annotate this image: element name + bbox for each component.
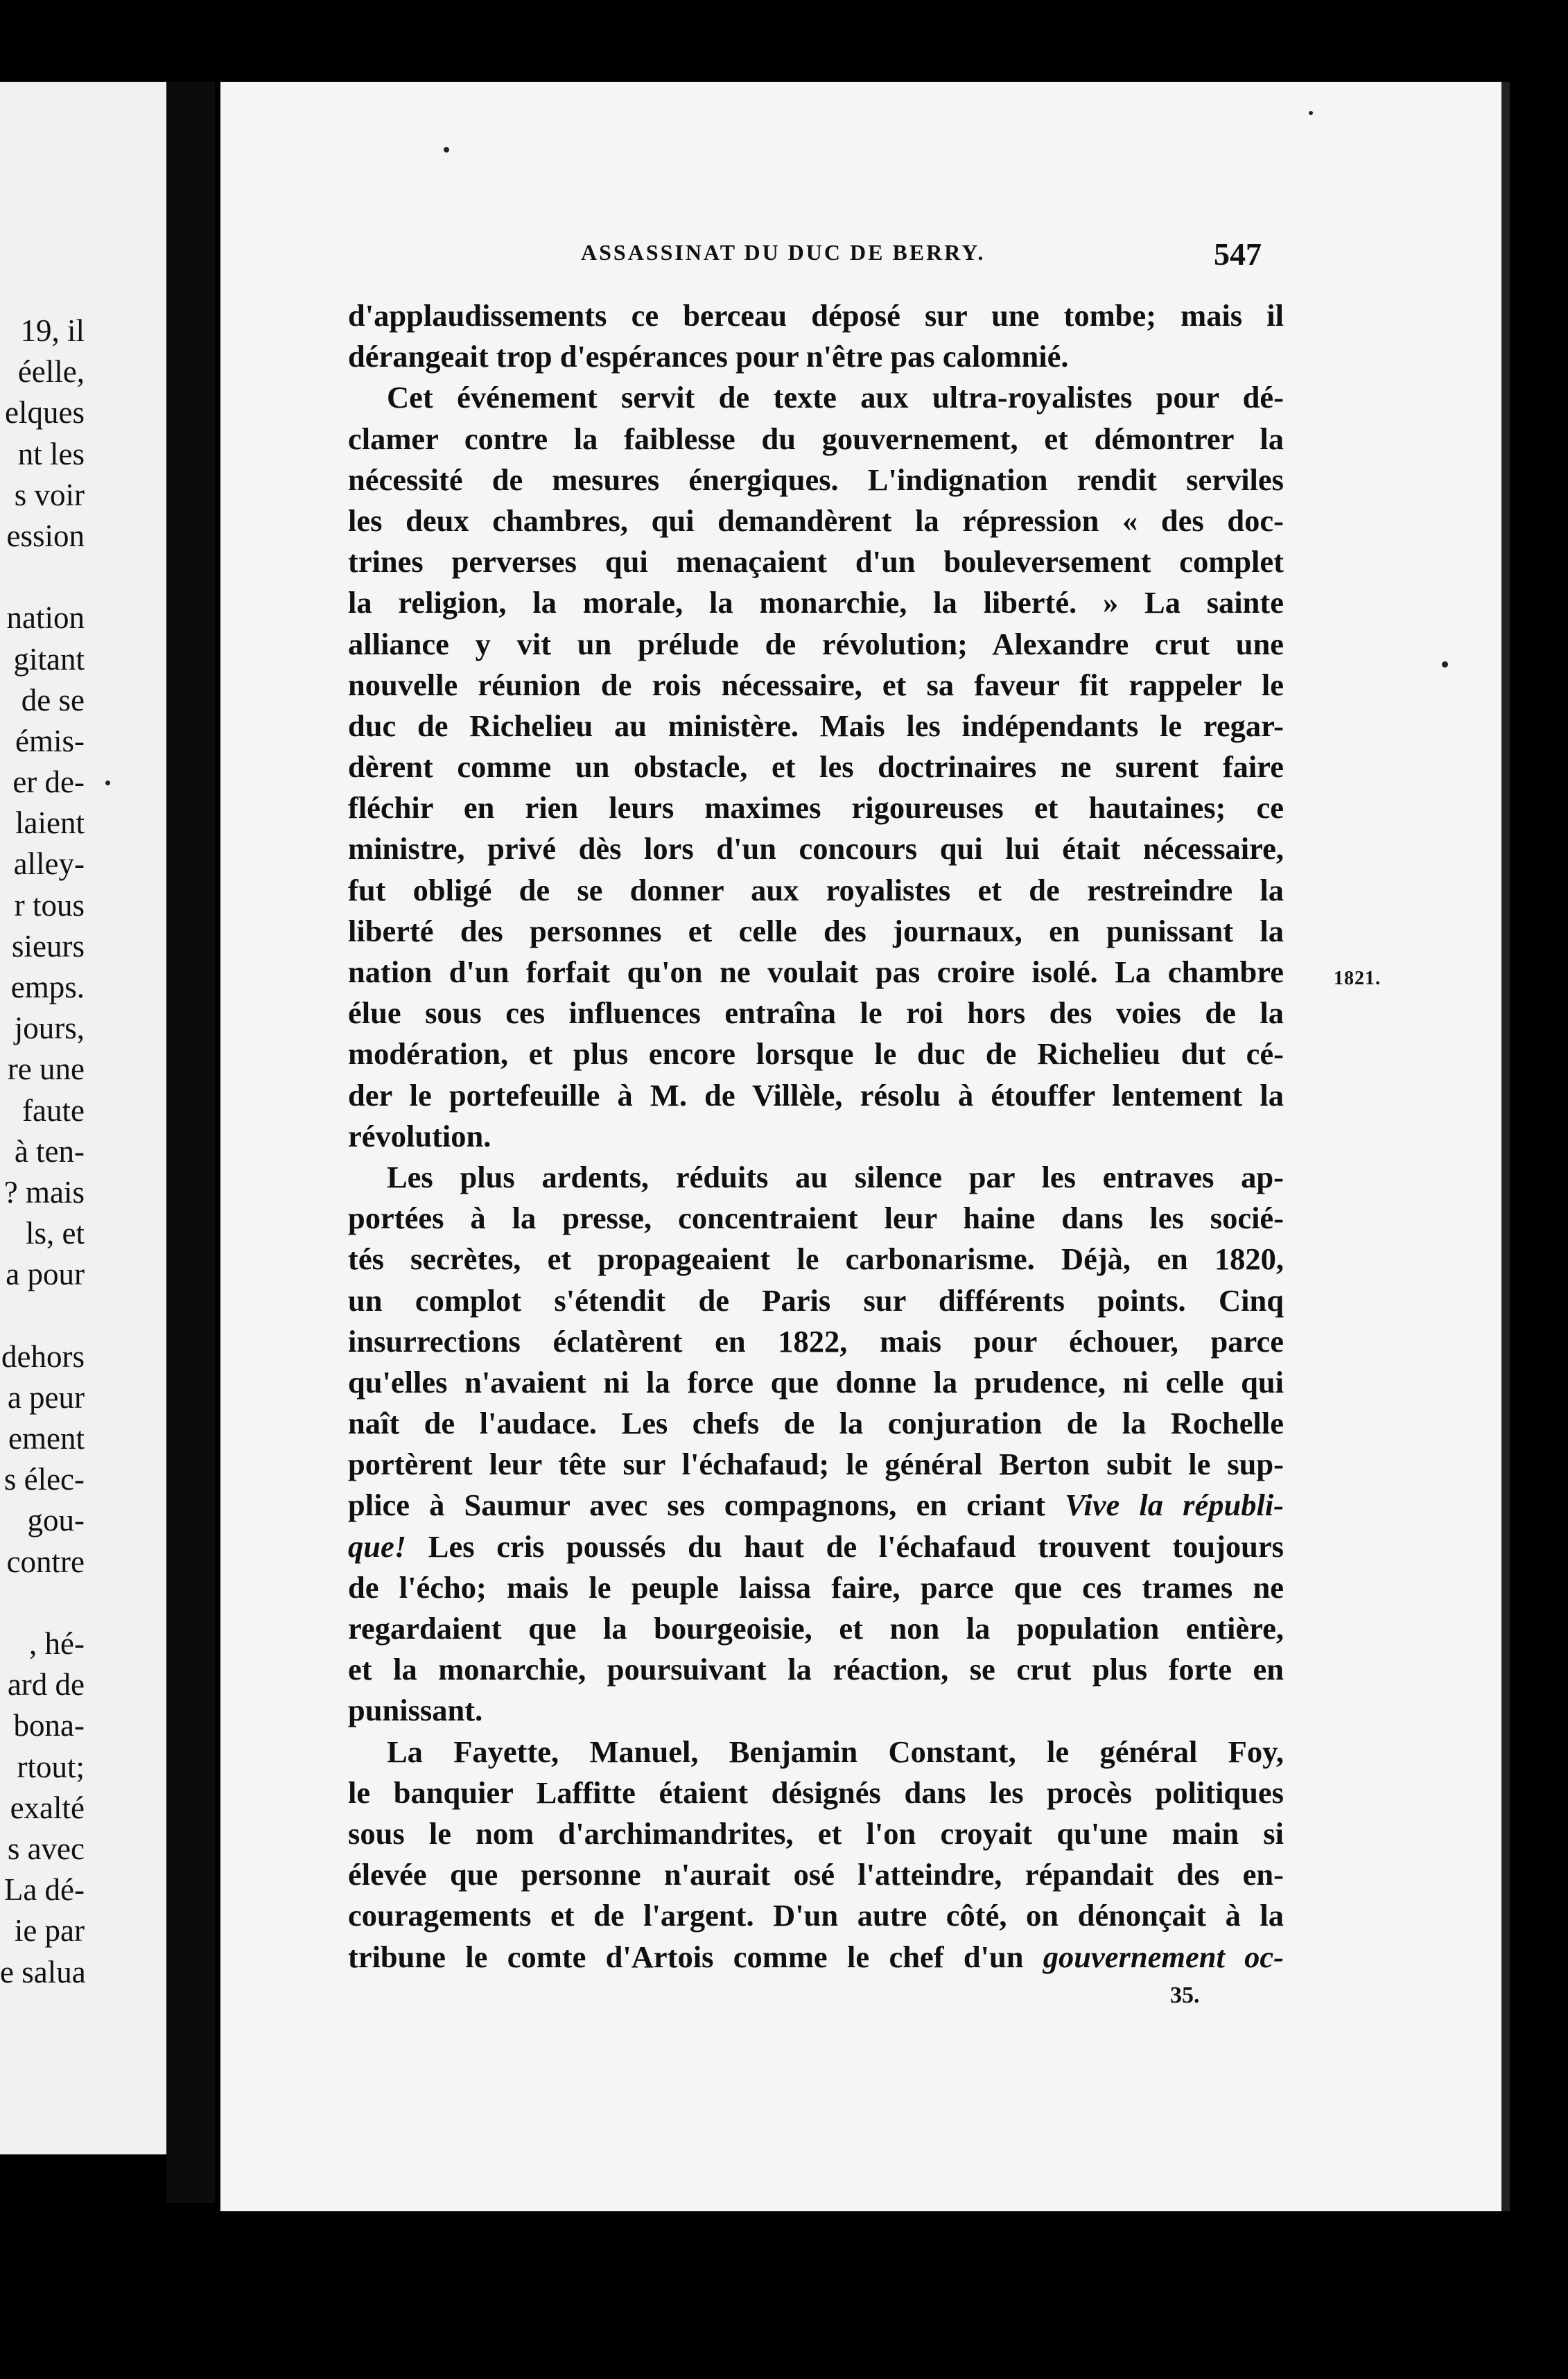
page-header [581, 236, 1262, 273]
text-line [348, 624, 1284, 665]
line-text: ministre, privé dès lors d'un concours qui lui était nécessaire, [348, 831, 1284, 866]
left-page-line: ard de [7, 1667, 85, 1702]
line-text: portées à la presse, concentraient leur haine dans les socié- [348, 1201, 1284, 1236]
left-page-line: s voir [14, 477, 85, 512]
line-text: tribune le comte d'Artois comme le chef d'un [348, 1939, 1043, 1974]
text-line [348, 295, 1284, 336]
text-line [348, 1321, 1284, 1362]
line-text: dérangeait trop d'espérances pour n'être pas calomnié. [348, 339, 1069, 374]
text-line [348, 1075, 1284, 1116]
left-page-text [0, 311, 166, 1993]
line-text: clamer contre la faiblesse du gouvernement, et démontrer la [348, 421, 1284, 456]
running-title: ASSASSINAT DU DUC DE BERRY. [581, 240, 986, 265]
text-line [348, 1403, 1284, 1444]
text-line [348, 1526, 1284, 1567]
text-line [348, 828, 1284, 869]
line-text: et la monarchie, poursuivant la réaction, se crut plus forte en [348, 1652, 1284, 1687]
text-line [348, 582, 1284, 623]
left-page-line: éelle, [17, 354, 85, 390]
left-page-line [0, 557, 166, 598]
line-text: nation d'un forfait qu'on ne voulait pas croire isolé. La chambre [348, 955, 1284, 989]
line-text: Cet événement servit de texte aux ultra-royalistes pour dé- [387, 380, 1284, 415]
text-line [348, 1895, 1284, 1936]
left-page-line: ie par [14, 1913, 85, 1949]
book-gutter [166, 82, 215, 2203]
text-line [348, 1567, 1284, 1608]
left-page-line: , hé- [29, 1626, 85, 1661]
line-text: qu'elles n'avaient ni la force que donne la prudence, ni celle qui [348, 1364, 1284, 1400]
left-page-line: contre [6, 1544, 85, 1579]
line-italic-text: Vive la républi- [1065, 1488, 1284, 1523]
left-page-line: sieurs [12, 928, 85, 964]
text-line [348, 952, 1284, 993]
left-page-line: nation [6, 600, 85, 636]
text-line [348, 1608, 1284, 1649]
left-facing-page [0, 82, 166, 2154]
left-page-line: a peur [7, 1379, 85, 1415]
left-page-line: faute [22, 1092, 85, 1128]
line-text: regardaient que la bourgeoisie, et non la population entière, [348, 1611, 1284, 1646]
left-page-line: laient [15, 805, 85, 841]
line-text: révolution. [348, 1118, 491, 1153]
line-text: insurrections éclatèrent en 1822, mais pour échouer, parce [348, 1323, 1284, 1359]
text-line [348, 1239, 1284, 1280]
left-page-line: re une [7, 1052, 85, 1087]
text-line [348, 1444, 1284, 1485]
line-text: alliance y vit un prélude de révolution; Alexandre crut une [348, 626, 1284, 661]
text-line [348, 541, 1284, 582]
left-page-line: gitant [13, 641, 85, 677]
text-line [348, 377, 1284, 418]
left-page-line: elques [5, 395, 85, 430]
text-line [348, 747, 1284, 787]
left-page-line: rtout; [17, 1749, 85, 1784]
line-text: d'applaudissements ce berceau déposé sur une tombe; mais il [348, 298, 1284, 333]
left-page-line: e salua [0, 1954, 86, 1989]
line-text: le banquier Laffitte étaient désignés dans les procès politiques [348, 1775, 1284, 1810]
line-text: élue sous ces influences entraîna le roi hors des voies de la [348, 995, 1284, 1031]
line-text: couragements et de l'argent. D'un autre côté, on dénonçait à la [348, 1898, 1284, 1933]
left-page-line: émis- [15, 723, 85, 758]
text-line [348, 1280, 1284, 1321]
signature-mark: 35. [1170, 1983, 1200, 2008]
left-page-line: ession [6, 518, 85, 553]
ink-speck [444, 147, 449, 152]
line-text: la religion, la morale, la monarchie, la liberté. » La sainte [348, 585, 1284, 620]
left-page-line [0, 1296, 166, 1336]
text-line [348, 870, 1284, 911]
text-line [348, 911, 1284, 952]
line-text: élevée que personne n'aurait osé l'atteindre, répandait des en- [348, 1857, 1284, 1892]
line-text: un complot s'étendit de Paris sur différents points. Cinq [348, 1282, 1284, 1318]
line-text: plice à Saumur avec ses compagnons, en criant [348, 1488, 1065, 1523]
ink-speck [1442, 661, 1448, 668]
left-page-line: ? mais [3, 1174, 85, 1210]
text-line [348, 787, 1284, 828]
margin-note: 1821. [1334, 968, 1381, 989]
line-text: les deux chambres, qui demandèrent la répression « des doc- [348, 503, 1284, 538]
text-line [348, 1485, 1284, 1526]
left-page-line: s avec [7, 1831, 85, 1866]
left-page-line: de se [21, 682, 85, 717]
line-text: modération, et plus encore lorsque le duc de Richelieu dut cé- [348, 1036, 1284, 1072]
line-text: trines perverses qui menaçaient d'un bouleversement complet [348, 544, 1284, 580]
left-page-line: La dé- [3, 1872, 85, 1908]
ink-speck [105, 781, 110, 785]
text-line [348, 336, 1284, 377]
text-line [348, 1198, 1284, 1239]
left-page-line: a pour [6, 1257, 85, 1292]
line-italic-text: que! [348, 1528, 407, 1564]
text-line [348, 1772, 1284, 1813]
text-line [348, 500, 1284, 541]
text-line [348, 419, 1284, 460]
left-page-line: 19, il [20, 313, 85, 348]
left-page-line: gou- [27, 1503, 85, 1538]
left-page-line: alley- [13, 846, 85, 882]
left-page-line: er de- [12, 765, 85, 800]
text-line [348, 665, 1284, 706]
line-text: punissant. [348, 1693, 483, 1728]
text-line [348, 460, 1284, 500]
page-edge [1501, 82, 1510, 2211]
page-number: 547 [1214, 236, 1262, 272]
text-line [348, 706, 1284, 747]
body-text [348, 295, 1284, 1978]
left-page-line: jours, [14, 1011, 85, 1046]
left-page-line: s élec- [3, 1462, 85, 1497]
line-text: nouvelle réunion de rois nécessaire, et sa faveur fit rappeler le [348, 667, 1284, 702]
ink-speck [1309, 111, 1313, 115]
text-line [348, 993, 1284, 1034]
left-page-line [0, 1583, 166, 1623]
text-line [348, 1362, 1284, 1403]
line-text: La Fayette, Manuel, Benjamin Constant, le général Foy, [387, 1734, 1284, 1769]
left-page-line: exalté [10, 1790, 85, 1825]
line-text: de l'écho; mais le peuple laissa faire, parce que ces trames ne [348, 1569, 1284, 1605]
text-line [348, 1034, 1284, 1074]
text-line [348, 1116, 1284, 1157]
line-text: portèrent leur tête sur l'échafaud; le général Berton subit le sup- [348, 1447, 1284, 1482]
left-page-line: ement [8, 1421, 85, 1456]
left-page-line: dehors [1, 1339, 85, 1374]
line-text: dèrent comme un obstacle, et les doctrinaires ne surent faire [348, 749, 1284, 785]
text-line [348, 1732, 1284, 1772]
left-page-line: emps. [10, 970, 85, 1004]
line-text: naît de l'audace. Les chefs de la conjuration de la Rochelle [348, 1406, 1284, 1441]
line-text: fut obligé de se donner aux royalistes et de restreindre la [348, 872, 1284, 907]
line-text: fléchir en rien leurs maximes rigoureuses et hautaines; ce [348, 790, 1284, 826]
left-page-line: nt les [17, 436, 85, 471]
line-text: sous le nom d'archimandrites, et l'on croyait qu'une main si [348, 1815, 1284, 1851]
line-text: nécessité de mesures énergiques. L'indignation rendit serviles [348, 462, 1284, 497]
text-line [348, 1157, 1284, 1198]
line-text: Les plus ardents, réduits au silence par les entraves ap- [387, 1159, 1284, 1194]
text-line [348, 1690, 1284, 1731]
text-line [348, 1649, 1284, 1690]
text-line [348, 1854, 1284, 1895]
line-text: liberté des personnes et celle des journaux, en punissant la [348, 913, 1284, 948]
line-text: duc de Richelieu au ministère. Mais les indépendants le regar- [348, 708, 1284, 743]
line-text: der le portefeuille à M. de Villèle, résolu à étouffer lentement la [348, 1077, 1284, 1113]
left-page-line: bona- [13, 1708, 85, 1743]
line-text-continued: Les cris poussés du haut de l'échafaud trouvent toujours [406, 1528, 1284, 1564]
text-line [348, 1937, 1284, 1978]
left-page-line: r tous [14, 887, 85, 923]
line-italic-text: gouvernement oc- [1043, 1939, 1284, 1974]
left-page-line: ls, et [26, 1216, 85, 1251]
left-page-line: à ten- [14, 1133, 85, 1169]
text-line [348, 1813, 1284, 1854]
line-text: tés secrètes, et propageaient le carbonarisme. Déjà, en 1820, [348, 1241, 1284, 1277]
